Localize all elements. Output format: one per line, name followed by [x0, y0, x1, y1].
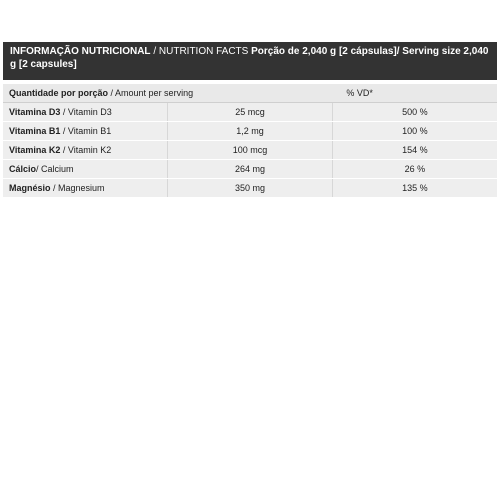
nutrient-amount: 350 mg [168, 179, 333, 198]
daily-value-header: % VD* [346, 88, 373, 98]
nutrition-facts-label [3, 42, 497, 198]
nutrient-name-pt: Vitamina K2 [9, 145, 61, 155]
nutrient-name-en: / Magnesium [50, 183, 105, 193]
table-row [3, 122, 497, 141]
nutrient-amount: 264 mg [168, 160, 333, 179]
nutrient-daily-value: 500 % [332, 103, 497, 122]
nutrient-amount: 100 mcg [168, 141, 333, 160]
serving-size: Porção de 2,040 g [2 cápsulas]/ Serving size 2,040 g [2 capsules] [10, 46, 489, 70]
nutrient-name-en: / Calcium [36, 164, 74, 174]
table-row [3, 141, 497, 160]
table-row [3, 179, 497, 198]
amount-per-serving-en: / Amount per serving [110, 88, 194, 98]
title-pt: INFORMAÇÃO NUTRICIONAL [10, 46, 151, 57]
nutrient-daily-value: 135 % [332, 179, 497, 198]
nutrient-daily-value: 154 % [332, 141, 497, 160]
nutrient-name-pt: Magnésio [9, 183, 51, 193]
title-separator: / [150, 46, 159, 57]
nutrient-name-pt: Vitamina D3 [9, 107, 61, 117]
table-subheader [3, 84, 497, 103]
nutrient-name-en: / Vitamin B1 [60, 126, 112, 136]
title-en: NUTRITION FACTS [158, 46, 249, 57]
nutrient-name-pt: Vitamina B1 [9, 126, 61, 136]
nutrient-name-pt: Cálcio [9, 164, 37, 174]
amount-per-serving-pt: Quantidade por porção [9, 88, 109, 98]
nutrient-name-en: / Vitamin K2 [60, 145, 112, 155]
nutrient-daily-value: 26 % [332, 160, 497, 179]
nutrient-daily-value: 100 % [332, 122, 497, 141]
nutrition-table [3, 80, 497, 198]
nutrient-amount: 25 mcg [168, 103, 333, 122]
table-row [3, 160, 497, 179]
nutrient-amount: 1,2 mg [168, 122, 333, 141]
nutrient-name-en: / Vitamin D3 [60, 107, 112, 117]
nutrition-header [3, 42, 497, 80]
table-row [3, 103, 497, 122]
